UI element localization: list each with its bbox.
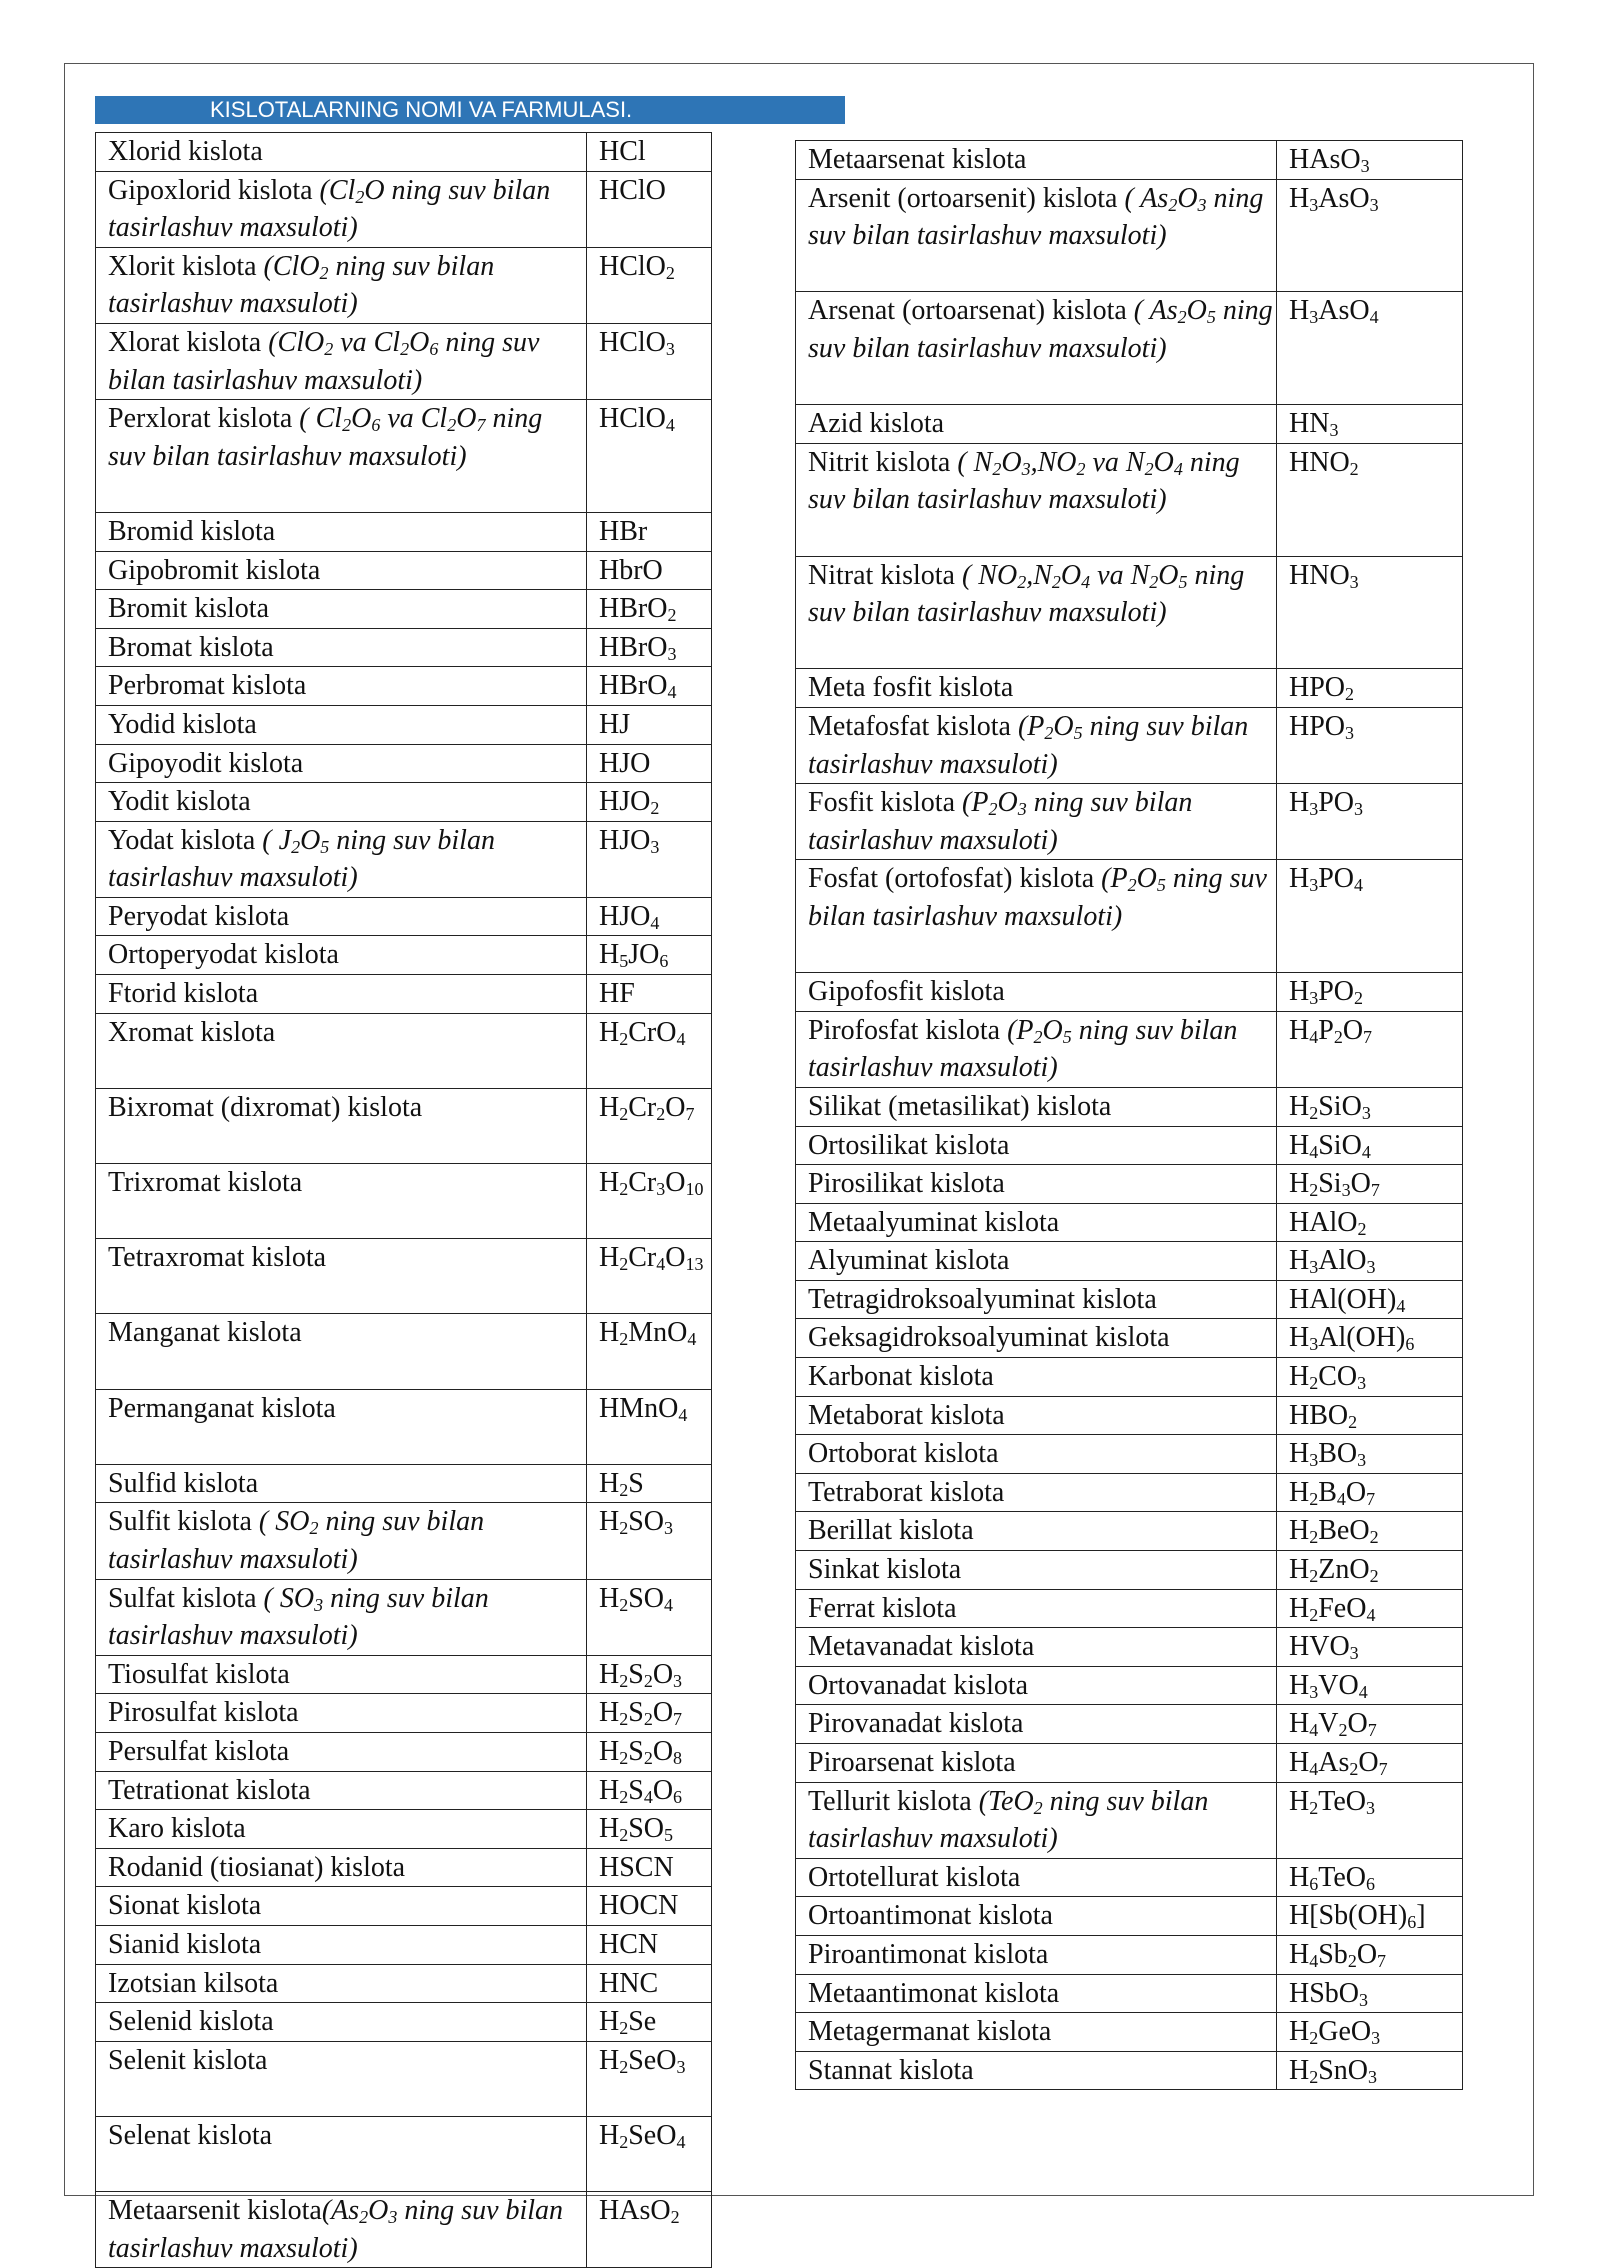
acid-formula: $H_3PO_3$: [1277, 784, 1463, 860]
acid-formula: $H_2CrO_4$: [587, 1013, 712, 1088]
acid-formula: $H_2S_2O_3$: [587, 1655, 712, 1694]
acid-name: Yodat kislota ( $J_2O_5$ ning suv bilan tasirlashuv maxsuloti): [96, 821, 587, 897]
table-row: [96, 1579, 712, 1655]
acid-formula: $H_2BeO_2$: [1277, 1512, 1463, 1551]
acid-name: Xlorat kislota (ClO$_2$ va $Cl_2O_6$ ning suv bilan tasirlashuv maxsuloti): [96, 323, 587, 399]
acid-formula: HJ: [587, 705, 712, 744]
table-row: [796, 669, 1463, 708]
table-row: [96, 783, 712, 822]
acid-formula: HSbO$_3$: [1277, 1974, 1463, 2013]
acid-name: Alyuminat kislota: [796, 1242, 1277, 1281]
acid-formula: $H_2Cr_3O_{10}$: [587, 1164, 712, 1239]
acid-note: (ClO$_2$ va $Cl_2O_6$ ning suv bilan tasirlashuv maxsuloti): [108, 326, 540, 396]
acid-name: Sulfit kislota ( $SO_2$ ning suv bilan tasirlashuv maxsuloti): [96, 1503, 587, 1579]
acid-name: Sianid kislota: [96, 1925, 587, 1964]
acid-name: Silikat (metasilikat) kislota: [796, 1087, 1277, 1126]
acid-name: Fosfit kislota ($P_2O_3$ ning suv bilan tasirlashuv maxsuloti): [796, 784, 1277, 860]
acid-note: (TeO$_2$ ning suv bilan tasirlashuv maxsuloti): [808, 1785, 1209, 1855]
table-row: [796, 1165, 1463, 1204]
table-row: [796, 1473, 1463, 1512]
table-row: [796, 1628, 1463, 1667]
acid-name: Pirosulfat kislota: [96, 1694, 587, 1733]
acid-formula: $H_2S_2O_7$: [587, 1694, 712, 1733]
acid-formula: $H_2MnO_4$: [587, 1314, 712, 1389]
acid-formula: $H_4P_2O_7$: [1277, 1011, 1463, 1087]
acid-formula: $H_6TeO_6$: [1277, 1858, 1463, 1897]
table-row: [96, 897, 712, 936]
table-row: [96, 936, 712, 975]
table-row: [96, 1314, 712, 1389]
table-row: [796, 1782, 1463, 1858]
table-row: [796, 1242, 1463, 1281]
table-row: [796, 405, 1463, 444]
acid-note: ( $N_2O_3,NO_2$ va $N_2O_4$ ning suv bilan tasirlashuv maxsuloti): [808, 446, 1240, 516]
table-row: [796, 1435, 1463, 1474]
table-row: [96, 171, 712, 247]
table-row: [96, 975, 712, 1014]
acid-formula: $HJO_2$: [587, 783, 712, 822]
table-row: [796, 1897, 1463, 1936]
table-row: [796, 179, 1463, 292]
acid-name: Sinkat kislota: [796, 1551, 1277, 1590]
acid-formula: $HNO_3$: [1277, 556, 1463, 669]
acid-name: Tetraxromat kislota: [96, 1239, 587, 1314]
acid-formula: $H_2S_4O_6$: [587, 1771, 712, 1810]
acid-formula: $H_2B_4O_7$: [1277, 1473, 1463, 1512]
document-title: KISLOTALARNING NOMI VA FARMULASI.: [95, 96, 845, 124]
acid-note: ($P_2O_5$ ning suv bilan tasirlashuv maxsuloti): [808, 863, 1267, 932]
table-row: [96, 1503, 712, 1579]
acid-formula: $H_2SnO_3$: [1277, 2051, 1463, 2090]
acid-name: Ortoperyodat kislota: [96, 936, 587, 975]
table-row: [96, 512, 712, 551]
acid-name: Stannat kislota: [796, 2051, 1277, 2090]
table-row: [796, 443, 1463, 556]
acid-formula: $H_2S$: [587, 1464, 712, 1503]
acid-name: Nitrat kislota ( $NO_2,N_2O_4$ va $N_2O_5$ ning suv bilan tasirlashuv maxsuloti): [796, 556, 1277, 669]
acid-formula: $H_2SeO_3$: [587, 2041, 712, 2116]
acid-formula: $H_2CO_3$: [1277, 1358, 1463, 1397]
acid-name: Pirovanadat kislota: [796, 1705, 1277, 1744]
acid-formula: $H_3BO_3$: [1277, 1435, 1463, 1474]
acid-formula: $HPO_2$: [1277, 669, 1463, 708]
acid-name: Piroarsenat kislota: [796, 1744, 1277, 1783]
acid-name: Metaborat kislota: [796, 1396, 1277, 1435]
table-row: [96, 2192, 712, 2268]
acid-formula: $H_4SiO_4$: [1277, 1126, 1463, 1165]
acid-name: Izotsian kilsota: [96, 1964, 587, 2003]
acid-name: Ortoborat kislota: [796, 1435, 1277, 1474]
acid-name: Metaalyuminat kislota: [796, 1203, 1277, 1242]
acid-formula: $H_4As_2O_7$: [1277, 1744, 1463, 1783]
table-row: [796, 1126, 1463, 1165]
acid-name: Piroantimonat kislota: [796, 1935, 1277, 1974]
acid-name: Tellurit kislota (TeO$_2$ ning suv bilan tasirlashuv maxsuloti): [796, 1782, 1277, 1858]
acid-formula: $HVO_3$: [1277, 1628, 1463, 1667]
table-row: [96, 1013, 712, 1088]
table-row: [96, 133, 712, 172]
acid-note: ( $NO_2,N_2O_4$ va $N_2O_5$ ning suv bilan tasirlashuv maxsuloti): [808, 559, 1245, 629]
table-row: [796, 1011, 1463, 1087]
acid-name: Selenid kislota: [96, 2003, 587, 2042]
acid-formula: $H_2SO_5$: [587, 1810, 712, 1849]
table-row: [96, 1088, 712, 1163]
acid-note: ( $Cl_2O_6$ va $Cl_2O_7$ ning suv bilan tasirlashuv maxsuloti): [108, 403, 543, 472]
table-row: [96, 323, 712, 399]
acid-formula: $H[Sb(OH)_6]$: [1277, 1897, 1463, 1936]
acid-name: Bromid kislota: [96, 512, 587, 551]
acid-name: Persulfat kislota: [96, 1732, 587, 1771]
acid-name: Yodid kislota: [96, 705, 587, 744]
acid-formula: $H_3VO_4$: [1277, 1666, 1463, 1705]
table-row: [796, 292, 1463, 405]
table-row: [796, 1974, 1463, 2013]
table-row: [96, 821, 712, 897]
table-row: [796, 1396, 1463, 1435]
acid-note: ($P_2O_5$ ning suv bilan tasirlashuv maxsuloti): [808, 710, 1249, 780]
acid-formula: $H_2SiO_3$: [1277, 1087, 1463, 1126]
table-row: [96, 590, 712, 629]
acid-formula: $H_2GeO_3$: [1277, 2013, 1463, 2052]
acid-name: Metafosfat kislota ($P_2O_5$ ning suv bilan tasirlashuv maxsuloti): [796, 707, 1277, 783]
acid-formula: $H_2Cr_4O_{13}$: [587, 1239, 712, 1314]
acid-note: ($Cl_2O$ ning suv bilan tasirlashuv maxsuloti): [108, 174, 551, 244]
acid-formula: HBr: [587, 512, 712, 551]
acid-formula: $HN_3$: [1277, 405, 1463, 444]
acid-name: Gipobromit kislota: [96, 551, 587, 590]
acid-note: ( $As_2O_3$ ning suv bilan tasirlashuv maxsuloti): [808, 182, 1264, 252]
acid-formula: $H_2FeO_4$: [1277, 1589, 1463, 1628]
acid-formula: $H_2SeO_4$: [587, 2116, 712, 2191]
table-row: [96, 247, 712, 323]
acid-formula: HBrO$_3$: [587, 628, 712, 667]
acid-name: Gipoxlorid kislota ($Cl_2O$ ning suv bilan tasirlashuv maxsuloti): [96, 171, 587, 247]
acid-formula: $HAl(OH)_4$: [1277, 1280, 1463, 1319]
acid-name: Sionat kislota: [96, 1887, 587, 1926]
acid-name: Karo kislota: [96, 1810, 587, 1849]
acid-formula: $H_3AsO_3$: [1277, 179, 1463, 292]
table-row: [96, 1164, 712, 1239]
acid-formula: $H_2Cr_2O_7$: [587, 1088, 712, 1163]
acid-formula: $H_3Al(OH)_6$: [1277, 1319, 1463, 1358]
acid-formula: $H_5JO_6$: [587, 936, 712, 975]
acid-name: Selenat kislota: [96, 2116, 587, 2191]
table-row: [796, 1858, 1463, 1897]
acid-name: Metavanadat kislota: [796, 1628, 1277, 1667]
acid-formula: HF: [587, 975, 712, 1014]
acid-note: (ClO$_2$ ning suv bilan tasirlashuv maxsuloti): [108, 250, 495, 320]
acid-formula: $H_2Si_3O_7$: [1277, 1165, 1463, 1204]
acid-name: Metagermanat kislota: [796, 2013, 1277, 2052]
acid-name: Metaarsenat kislota: [796, 141, 1277, 180]
acid-note: ( $SO_3$ ning suv bilan tasirlashuv maxsuloti): [108, 1582, 489, 1652]
acid-name: Yodit kislota: [96, 783, 587, 822]
acid-name: Nitrit kislota ( $N_2O_3,NO_2$ va $N_2O_4$ ning suv bilan tasirlashuv maxsuloti): [796, 443, 1277, 556]
acid-name: Sulfat kislota ( $SO_3$ ning suv bilan tasirlashuv maxsuloti): [96, 1579, 587, 1655]
table-row: [96, 667, 712, 706]
acid-name: Karbonat kislota: [796, 1358, 1277, 1397]
acid-name: Sulfid kislota: [96, 1464, 587, 1503]
acid-note: ($As_2O_3$ ning suv bilan tasirlashuv maxsuloti): [108, 2195, 564, 2264]
acid-name: Ortovanadat kislota: [796, 1666, 1277, 1705]
acid-formula: $H_2SO_4$: [587, 1579, 712, 1655]
acid-name: Tiosulfat kislota: [96, 1655, 587, 1694]
acid-name: Tetraborat kislota: [796, 1473, 1277, 1512]
acid-formula: HNC: [587, 1964, 712, 2003]
table-row: [796, 860, 1463, 973]
acid-name: Arsenit (ortoarsenit) kislota ( $As_2O_3$ ning suv bilan tasirlashuv maxsuloti): [796, 179, 1277, 292]
acid-name: Gipofosfit kislota: [796, 973, 1277, 1012]
acid-formula: HClO$_4$: [587, 400, 712, 513]
table-row: [796, 784, 1463, 860]
acid-name: Xromat kislota: [96, 1013, 587, 1088]
acid-formula: HAsO$_2$: [587, 2192, 712, 2268]
table-row: [96, 705, 712, 744]
table-row: [796, 556, 1463, 669]
acid-note: ( $As_2O_5$ ning suv bilan tasirlashuv maxsuloti): [808, 295, 1273, 364]
acid-name: Ortoantimonat kislota: [796, 1897, 1277, 1936]
acid-name: Bromat kislota: [96, 628, 587, 667]
table-row: [796, 1744, 1463, 1783]
table-row: [796, 141, 1463, 180]
table-row: [96, 628, 712, 667]
table-row: [796, 1203, 1463, 1242]
table-row: [96, 1694, 712, 1733]
acid-formula: $H_2Se$: [587, 2003, 712, 2042]
acid-formula: HAlO$_2$: [1277, 1203, 1463, 1242]
acid-name: Bixromat (dixromat) kislota: [96, 1088, 587, 1163]
acid-name: Permanganat kislota: [96, 1389, 587, 1464]
acid-name: Manganat kislota: [96, 1314, 587, 1389]
acid-formula: HOCN: [587, 1887, 712, 1926]
table-row: [96, 1887, 712, 1926]
table-row: [96, 1655, 712, 1694]
acid-formula: $H_3AsO_4$: [1277, 292, 1463, 405]
acid-name: Trixromat kislota: [96, 1164, 587, 1239]
table-row: [796, 1087, 1463, 1126]
table-row: [96, 1964, 712, 2003]
table-row: [96, 551, 712, 590]
acid-formula: $H_4Sb_2O_7$: [1277, 1935, 1463, 1974]
acid-formula: $H_4V_2O_7$: [1277, 1705, 1463, 1744]
table-row: [796, 707, 1463, 783]
acid-formula: HClO$_2$: [587, 247, 712, 323]
acid-formula: $HBO_2$: [1277, 1396, 1463, 1435]
acid-name: Metaarsenit $kislota(As_2O_3$ ning suv bilan tasirlashuv maxsuloti): [96, 2192, 587, 2268]
acid-formula: HJO: [587, 744, 712, 783]
table-row: [96, 1771, 712, 1810]
acids-table-right: [795, 140, 1463, 2090]
acid-name: Tetrationat kislota: [96, 1771, 587, 1810]
acid-formula: $H_2ZnO_2$: [1277, 1551, 1463, 1590]
acid-formula: HCN: [587, 1925, 712, 1964]
acid-formula: $H_2S_2O_8$: [587, 1732, 712, 1771]
table-row: [796, 1319, 1463, 1358]
acid-formula: HClO$_3$: [587, 323, 712, 399]
table-row: [796, 1280, 1463, 1319]
acid-formula: HAsO$_3$: [1277, 141, 1463, 180]
acid-formula: $H_3PO_4$: [1277, 860, 1463, 973]
acid-formula: HbrO: [587, 551, 712, 590]
table-row: [796, 1512, 1463, 1551]
acid-name: Rodanid (tiosianat) kislota: [96, 1848, 587, 1887]
acid-name: Pirosilikat kislota: [796, 1165, 1277, 1204]
table-row: [96, 1925, 712, 1964]
table-row: [96, 1464, 712, 1503]
acid-name: Meta fosfit kislota: [796, 669, 1277, 708]
acid-formula: $H_3AlO_3$: [1277, 1242, 1463, 1281]
acid-name: Metaantimonat kislota: [796, 1974, 1277, 2013]
acid-name: Ferrat kislota: [796, 1589, 1277, 1628]
acid-name: Perxlorat kislota ( $Cl_2O_6$ va $Cl_2O_7$ ning suv bilan tasirlashuv maxsuloti): [96, 400, 587, 513]
acid-formula: $HPO_3$: [1277, 707, 1463, 783]
table-row: [96, 2041, 712, 2116]
acid-formula: HMnO$_4$: [587, 1389, 712, 1464]
table-row: [96, 2003, 712, 2042]
table-row: [796, 1358, 1463, 1397]
acid-name: Arsenat (ortoarsenat) kislota ( $As_2O_5$ ning suv bilan tasirlashuv maxsuloti): [796, 292, 1277, 405]
acid-name: Berillat kislota: [796, 1512, 1277, 1551]
acid-name: Gipoyodit kislota: [96, 744, 587, 783]
acid-note: ($P_2O_5$ ning suv bilan tasirlashuv maxsuloti): [808, 1014, 1238, 1084]
acid-formula: HSCN: [587, 1848, 712, 1887]
table-row: [796, 1935, 1463, 1974]
table-row: [796, 1705, 1463, 1744]
acid-name: Tetragidroksoalyuminat kislota: [796, 1280, 1277, 1319]
acid-formula: $HJO_3$: [587, 821, 712, 897]
acid-formula: $H_2SO_3$: [587, 1503, 712, 1579]
table-row: [96, 1389, 712, 1464]
table-row: [796, 1589, 1463, 1628]
acid-name: Peryodat kislota: [96, 897, 587, 936]
table-row: [796, 1551, 1463, 1590]
acid-name: Selenit kislota: [96, 2041, 587, 2116]
acid-name: Xlorid kislota: [96, 133, 587, 172]
table-row: [96, 1848, 712, 1887]
acid-formula: $HNO_2$: [1277, 443, 1463, 556]
table-row: [96, 1810, 712, 1849]
table-row: [796, 2051, 1463, 2090]
table-row: [796, 2013, 1463, 2052]
acid-name: Ortosilikat kislota: [796, 1126, 1277, 1165]
acid-name: Pirofosfat kislota ($P_2O_5$ ning suv bilan tasirlashuv maxsuloti): [796, 1011, 1277, 1087]
table-row: [796, 1666, 1463, 1705]
acid-name: Ortotellurat kislota: [796, 1858, 1277, 1897]
acid-name: Geksagidroksoalyuminat kislota: [796, 1319, 1277, 1358]
acid-name: Azid kislota: [796, 405, 1277, 444]
table-row: [96, 400, 712, 513]
acid-note: ( $J_2O_5$ ning suv bilan tasirlashuv maxsuloti): [108, 824, 495, 894]
acid-name: Ftorid kislota: [96, 975, 587, 1014]
acid-note: ( $SO_2$ ning suv bilan tasirlashuv maxsuloti): [108, 1506, 485, 1575]
acid-formula: $H_2TeO_3$: [1277, 1782, 1463, 1858]
table-row: [796, 973, 1463, 1012]
acid-name: Bromit kislota: [96, 590, 587, 629]
acid-name: Fosfat (ortofosfat) kislota ($P_2O_5$ ning suv bilan tasirlashuv maxsuloti): [796, 860, 1277, 973]
acid-formula: HCl: [587, 133, 712, 172]
acid-note: ($P_2O_3$ ning suv bilan tasirlashuv maxsuloti): [808, 787, 1193, 856]
table-row: [96, 1239, 712, 1314]
acid-formula: HBrO$_2$: [587, 590, 712, 629]
table-row: [96, 1732, 712, 1771]
acid-formula: HClO: [587, 171, 712, 247]
acid-name: Perbromat kislota: [96, 667, 587, 706]
acid-name: Xlorit kislota (ClO$_2$ ning suv bilan tasirlashuv maxsuloti): [96, 247, 587, 323]
acid-formula: $H_3PO_2$: [1277, 973, 1463, 1012]
acid-formula: HBrO$_4$: [587, 667, 712, 706]
acids-table-left: [95, 132, 712, 2268]
table-row: [96, 2116, 712, 2191]
table-row: [96, 744, 712, 783]
acid-formula: $HJO_4$: [587, 897, 712, 936]
